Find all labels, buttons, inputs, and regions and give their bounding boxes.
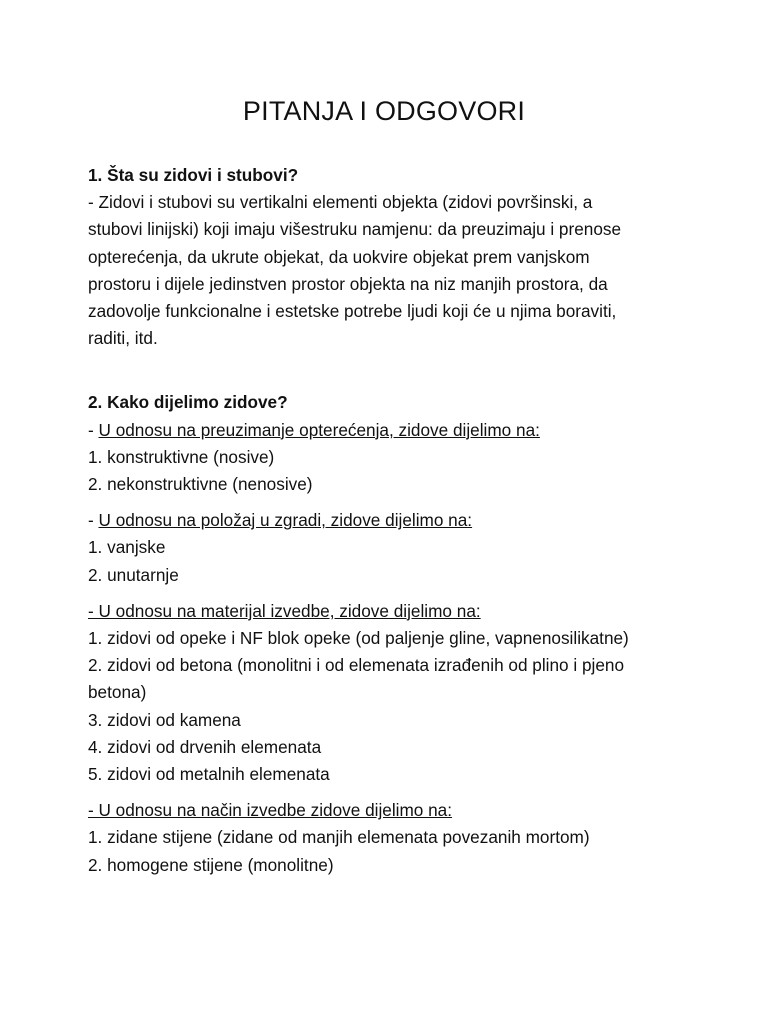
answer-1-line: - Zidovi i stubovi su vertikalni elementi objekta (zidovi površinski, a <box>88 192 593 213</box>
page-title: PITANJA I ODGOVORI <box>242 96 526 126</box>
list-item: 1. konstruktivne (nosive) <box>88 446 275 467</box>
list-item: 4. zidovi od drvenih elemenata <box>88 736 322 757</box>
group-heading-text: - U odnosu na materijal izvedbe, zidove dijelimo na: <box>88 600 481 621</box>
document-body <box>88 162 688 879</box>
list-item: betona) <box>88 682 147 703</box>
answer-1-line: zadovolje funkcionalne i estetske potrebe ljudi koji će u njima boraviti, <box>88 301 617 322</box>
group-heading-text: - U odnosu na način izvedbe zidove dijelimo na: <box>88 800 453 821</box>
answer-1-line: opterećenja, da ukrute objekat, da uokvire objekat prem vanjskom <box>88 246 590 267</box>
question-2: 2. Kako dijelimo zidove? <box>88 392 288 413</box>
list-item: 1. zidane stijene (zidane od manjih elemenata povezanih mortom) <box>88 827 590 848</box>
list-item: 5. zidovi od metalnih elemenata <box>88 764 330 785</box>
group-heading-position <box>88 507 688 534</box>
list-item: 3. zidovi od kamena <box>88 709 241 730</box>
answer-1-line: stubovi linijski) koji imaju višestruku namjenu: da preuzimaju i prenose <box>88 219 622 240</box>
list-item: 2. homogene stijene (monolitne) <box>88 854 334 875</box>
group-prefix: - <box>88 510 99 531</box>
list-item: 1. zidovi od opeke i NF blok opeke (od paljenje gline, vapnenosilikatne) <box>88 628 629 649</box>
group-prefix: - <box>88 419 99 440</box>
answer-1-line: raditi, itd. <box>88 328 158 349</box>
list-item: 2. nekonstruktivne (nenosive) <box>88 474 313 495</box>
group-heading-material <box>88 598 688 625</box>
question-1: 1. Šta su zidovi i stubovi? <box>88 165 299 185</box>
group-heading-load <box>88 417 688 444</box>
list-item: 1. vanjske <box>88 537 166 558</box>
group-heading-text: U odnosu na preuzimanje opterećenja, zidove dijelimo na: <box>98 419 540 440</box>
answer-1-line: prostoru i dijele jedinstven prostor objekta na niz manjih prostora, da <box>88 273 608 294</box>
group-heading-text: U odnosu na položaj u zgradi, zidove dijelimo na: <box>98 510 473 531</box>
list-item: 2. zidovi od betona (monolitni i od elemenata izrađenih od plino i pjeno <box>88 655 625 676</box>
list-item: 2. unutarnje <box>88 564 179 585</box>
group-heading-method <box>88 797 688 824</box>
